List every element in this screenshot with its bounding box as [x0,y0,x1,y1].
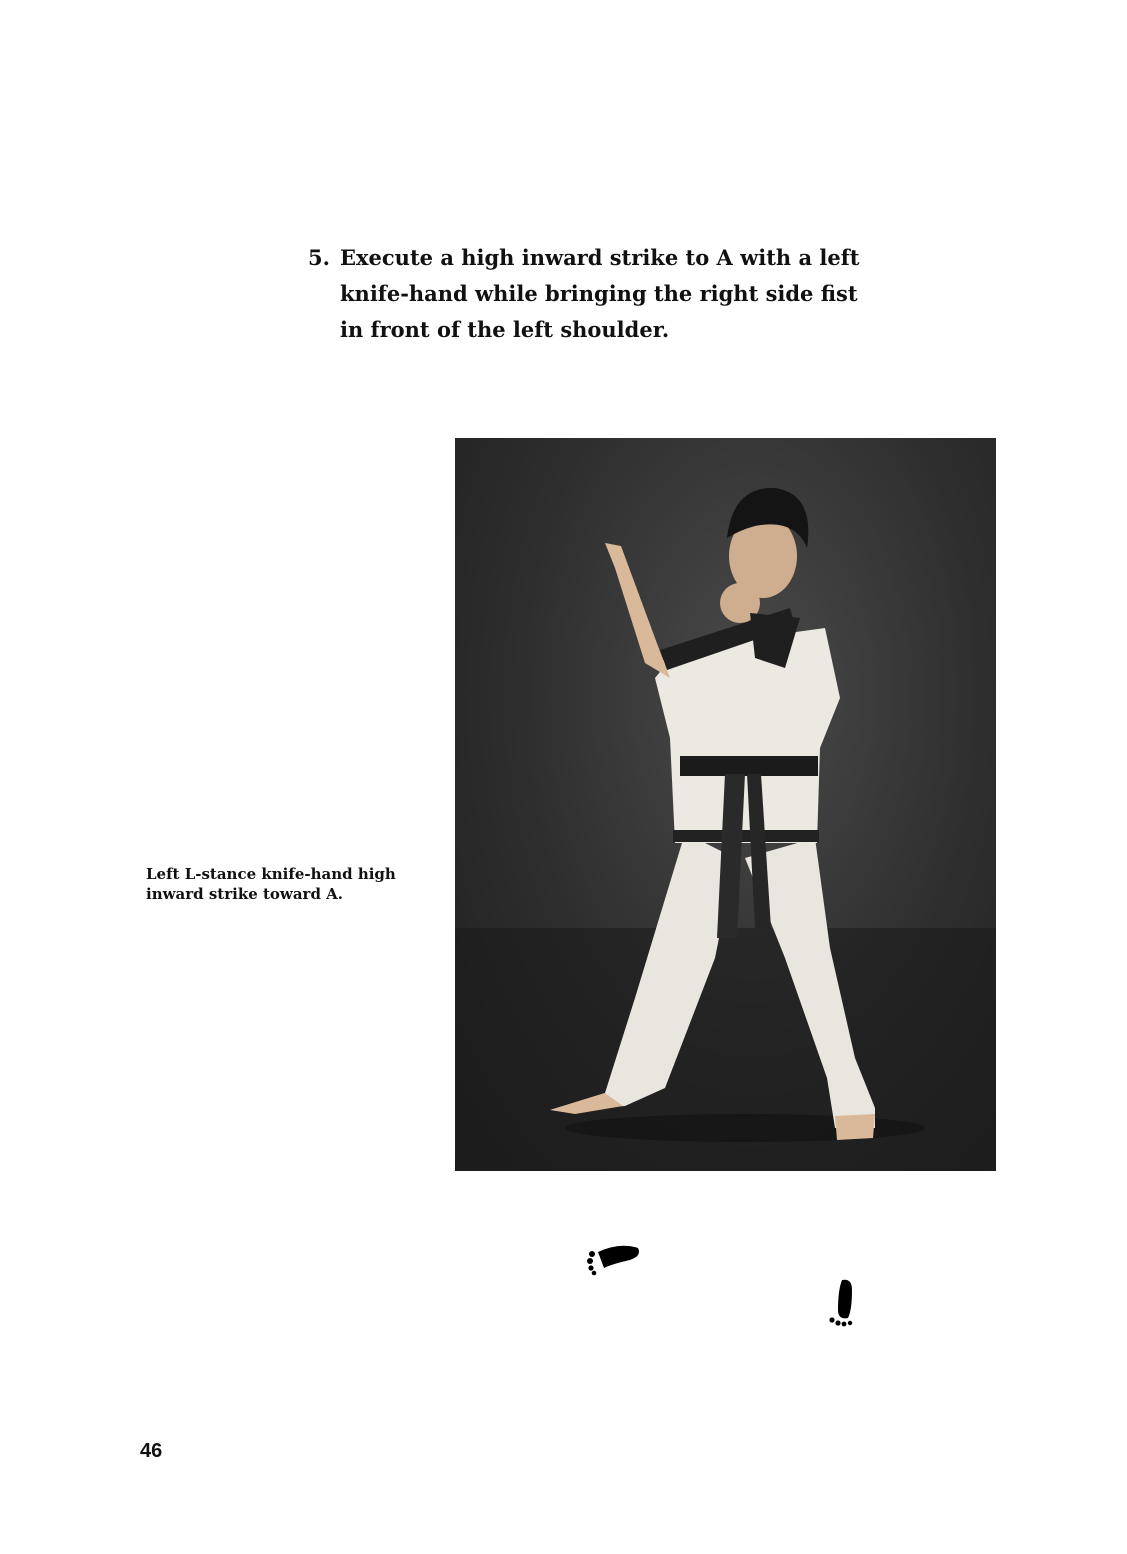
step-number: 5. [308,245,330,270]
step-text: Execute a high inward strike to A with a left knife-hand while bringing the right side fist in front of the left shoulder. [340,245,860,342]
page-number: 46 [140,1440,163,1462]
left-footprint-icon [587,1246,639,1276]
stance-footprints-diagram [560,1230,880,1340]
martial-artist-photo [455,438,996,1171]
right-footprint-icon [829,1280,852,1327]
photo-caption: Left L-stance knife-hand high inward strike toward A. [146,865,396,903]
instruction-step [308,240,888,348]
martial-artist-figure [455,438,996,1171]
